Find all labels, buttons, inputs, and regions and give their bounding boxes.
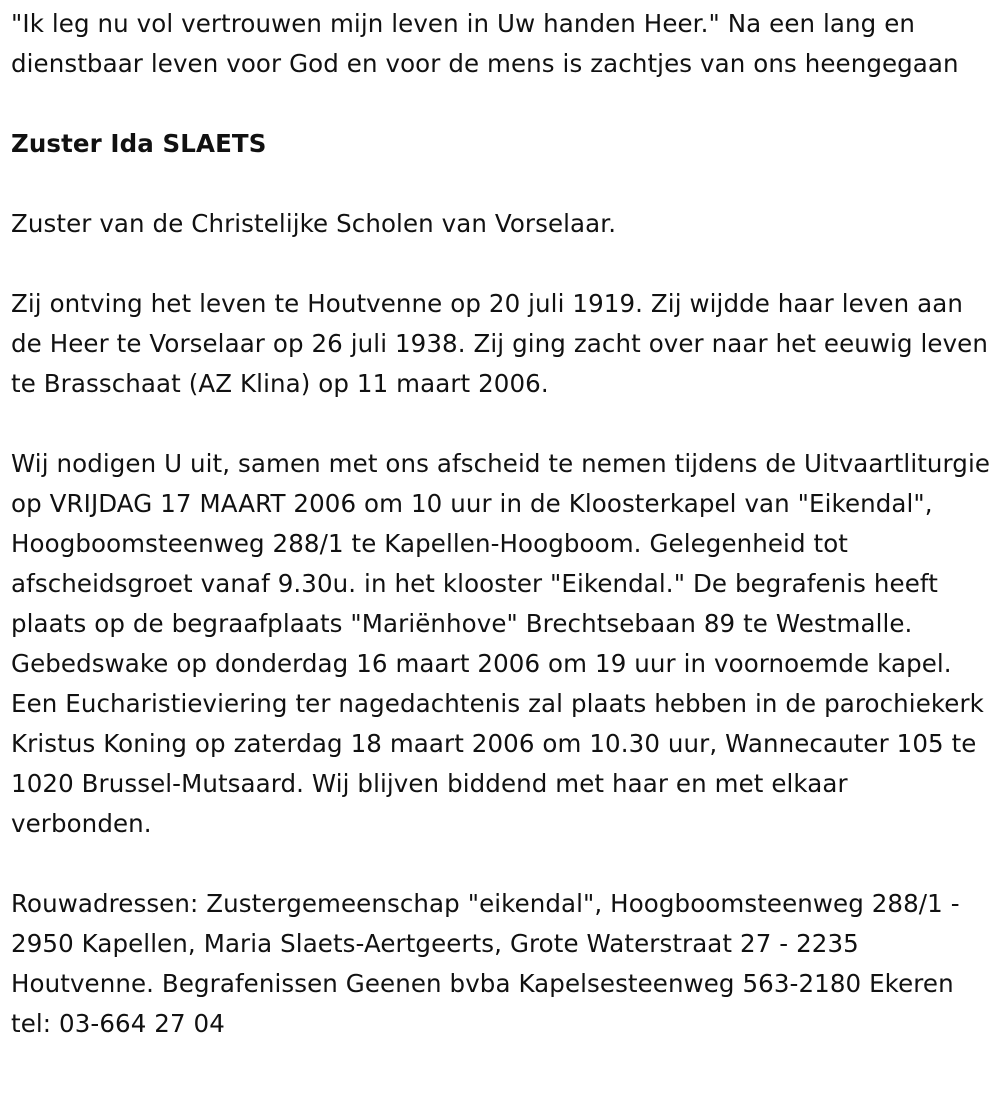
deceased-name: Zuster Ida SLAETS xyxy=(11,129,267,158)
funeral-invitation-paragraph: Wij nodigen U uit, samen met ons afscheid te nemen tijdens de Uitvaartliturgie op VRIJDAG 17 MAART 2006 om 10 uur in de Kloosterkapel van "Eikendal", Hoogboomsteenweg 288/1 te Kapellen-Hoogboom. Gelegenheid tot afscheidsgroet vanaf 9.30u. in het klooster "Eikendal." De begrafenis heeft plaats op de begraafplaats "Mariënhove" Brechtsebaan 89 te Westmalle. Gebedswake op donderdag 16 maart 2006 om 19 uur in voornoemde kapel. Een Eucharistieviering ter nagedachtenis zal plaats hebben in de parochiekerk Kristus Koning op zaterdag 18 maart 2006 om 10.30 uur, Wannecauter 105 te 1020 Brussel-Mutsaard. Wij blijven biddend met haar en met elkaar verbonden. xyxy=(11,449,991,838)
intro-paragraph: "Ik leg nu vol vertrouwen mijn leven in Uw handen Heer." Na een lang en dienstbaar leven voor God en voor de mens is zachtjes van ons heengegaan xyxy=(11,9,959,78)
mourning-addresses-paragraph: Rouwadressen: Zustergemeenschap "eikendal", Hoogboomsteenweg 288/1 - 2950 Kapellen, Maria Slaets-Aertgeerts, Grote Waterstraat 27 - 2235 Houtvenne. Begrafenissen Geenen bvba Kapelsesteenweg 563-2180 Ekeren tel: 03-664 27 04 xyxy=(11,889,960,1038)
life-dates-paragraph: Zij ontving het leven te Houtvenne op 20 juli 1919. Zij wijdde haar leven aan de Heer te Vorselaar op 26 juli 1938. Zij ging zacht over naar het eeuwig leven te Brasschaat (AZ Klina) op 11 maart 2006. xyxy=(11,289,988,398)
congregation-paragraph: Zuster van de Christelijke Scholen van Vorselaar. xyxy=(11,209,617,238)
